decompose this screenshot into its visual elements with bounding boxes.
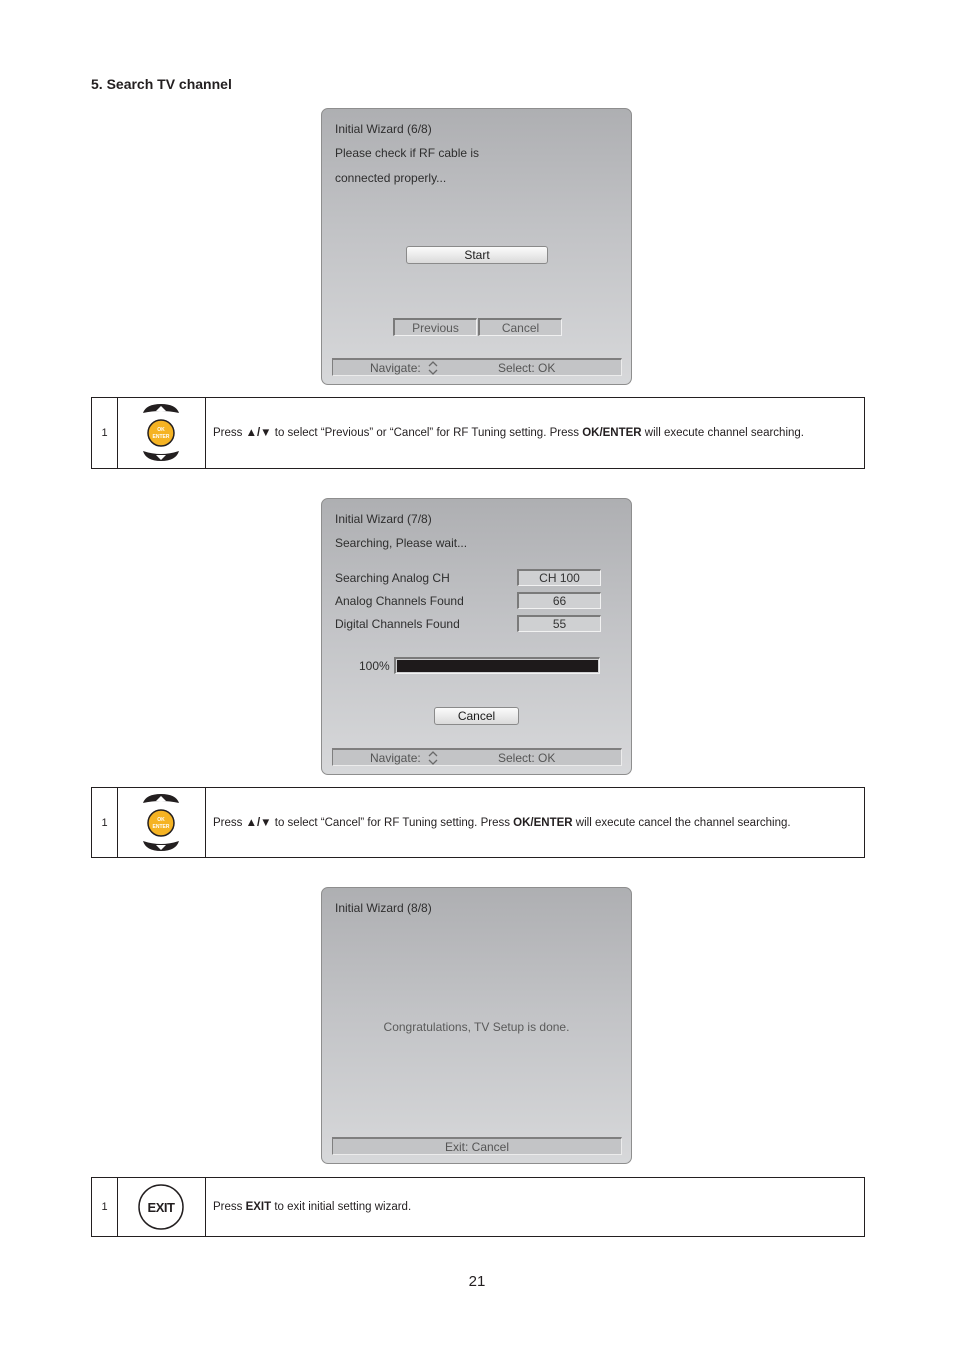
- wizard-message: Searching, Please wait...: [335, 536, 468, 550]
- navigate-label: Navigate:: [370, 361, 421, 375]
- section-title: 5. Search TV channel: [91, 76, 232, 92]
- select-label: Select: OK: [498, 751, 556, 765]
- wizard-screen-8: [321, 887, 632, 1164]
- step-number: 1: [92, 398, 118, 468]
- start-button[interactable]: Start: [406, 246, 548, 264]
- instruction-text: [206, 788, 864, 857]
- arrow-keys: ▲/▼: [245, 427, 272, 439]
- progress-fill: [397, 660, 598, 672]
- step-number: 1: [92, 788, 118, 857]
- remote-key-cell: [118, 1178, 206, 1236]
- progress-bar: [394, 657, 600, 674]
- exit-label: Exit: Cancel: [444, 1140, 510, 1154]
- key-name: OK/ENTER: [513, 816, 573, 829]
- wizard-title: Initial Wizard (8/8): [335, 901, 432, 915]
- remote-key-cell: [118, 398, 206, 468]
- exit-icon-label: EXIT: [147, 1200, 175, 1215]
- status-bar: [332, 748, 622, 766]
- wizard-title: Initial Wizard (7/8): [335, 512, 432, 526]
- text: Press: [213, 816, 246, 829]
- wizard-screen-6: [321, 108, 632, 385]
- text: will execute channel searching.: [641, 427, 804, 439]
- svg-text:OK: OK: [157, 427, 165, 433]
- instruction-text: [206, 1178, 864, 1236]
- text: Press: [213, 427, 246, 439]
- select-label: Select: OK: [498, 361, 556, 375]
- previous-button[interactable]: Previous: [393, 318, 477, 336]
- progress-label: 100%: [359, 659, 390, 673]
- navigate-label: Navigate:: [370, 751, 421, 765]
- text: to exit initial setting wizard.: [271, 1201, 412, 1213]
- step-number: 1: [92, 1178, 118, 1236]
- status-bar: [332, 358, 622, 376]
- svg-text:OK: OK: [157, 817, 165, 823]
- updown-icon: [428, 751, 438, 765]
- search-row-label: Searching Analog CH: [335, 571, 450, 585]
- search-row-label: Digital Channels Found: [335, 617, 460, 631]
- ok-enter-updown-icon: [118, 788, 205, 858]
- key-name: EXIT: [245, 1201, 272, 1213]
- instruction-row: [91, 397, 865, 469]
- text: Press: [213, 1201, 246, 1213]
- key-name: OK/ENTER: [582, 427, 642, 439]
- instruction-row: [91, 1177, 865, 1237]
- completion-message: Congratulations, TV Setup is done.: [383, 1020, 570, 1034]
- exit-button-icon: [118, 1178, 205, 1236]
- svg-text:ENTER: ENTER: [152, 824, 170, 830]
- ok-enter-updown-icon: [118, 398, 205, 468]
- status-bar: [332, 1137, 622, 1155]
- instruction-text: [206, 398, 864, 468]
- page-number: 21: [468, 1273, 486, 1290]
- wizard-screen-7: [321, 498, 632, 775]
- text: to select “Cancel” for RF Tuning setting. Press: [271, 816, 514, 829]
- cancel-button[interactable]: Cancel: [478, 318, 562, 336]
- instruction-row: [91, 787, 865, 858]
- search-row-label: Analog Channels Found: [335, 594, 464, 608]
- updown-icon: [428, 361, 438, 375]
- wizard-message: Please check if RF cable is: [335, 146, 480, 160]
- remote-key-cell: [118, 788, 206, 857]
- arrow-keys: ▲/▼: [245, 816, 272, 829]
- search-row-value: 55: [517, 615, 601, 632]
- text: to select “Previous” or “Cancel” for RF Tuning setting. Press: [271, 427, 583, 439]
- svg-text:ENTER: ENTER: [152, 434, 170, 440]
- search-row-value: 66: [517, 592, 601, 609]
- text: will execute cancel the channel searching.: [572, 816, 791, 829]
- cancel-button[interactable]: Cancel: [434, 707, 519, 725]
- wizard-title: Initial Wizard (6/8): [335, 122, 432, 136]
- search-row-value: CH 100: [517, 569, 601, 586]
- wizard-message: connected properly...: [335, 171, 447, 185]
